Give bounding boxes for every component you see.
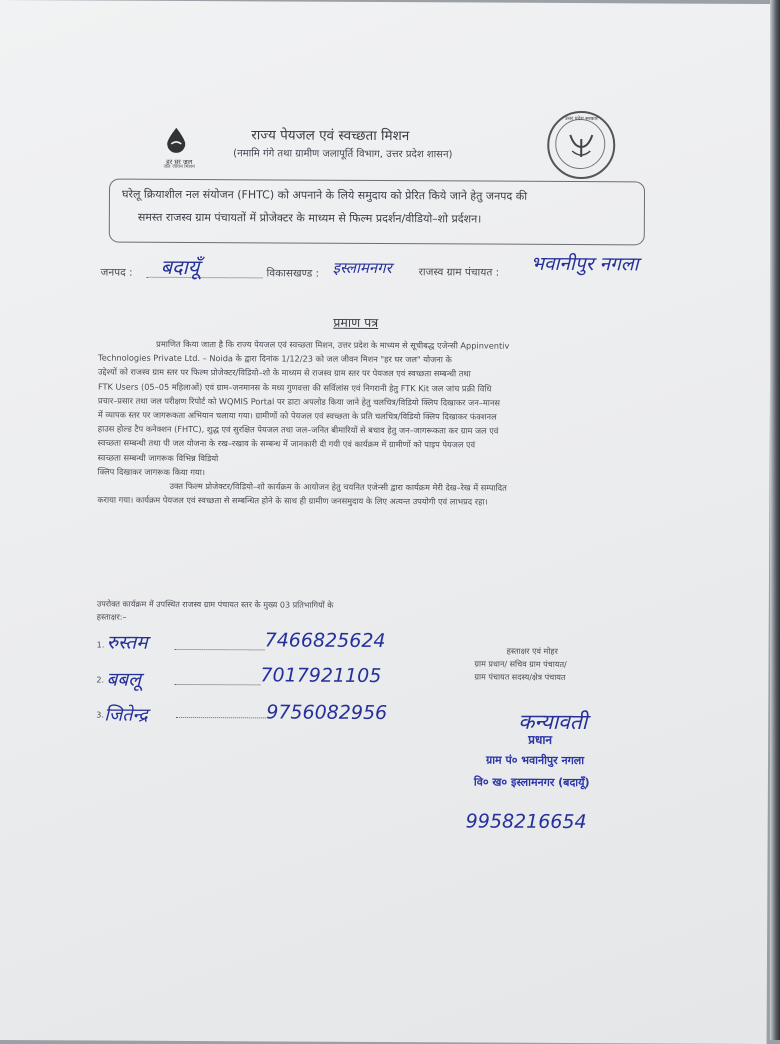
body-line: स्वच्छता सम्बन्धी तथा पी जल योजना के रख–रखाव के सम्बन्ध में जानकारी दी गयी एवं कार्यक्रम में ग्रामीणों को पाइप पेयजल एवं	[97, 437, 476, 450]
certificate-title: प्रमाण पत्र	[333, 314, 379, 330]
participant-number: 3.	[96, 710, 104, 720]
body-line: स्वच्छता सम्बन्धी जागरूक विभिन्न विडियो	[97, 452, 219, 463]
body-line: Technologies Private Ltd. – Noida के द्वारा दिनांक 1/12/23 को जल जीवन मिशन "हर घर जल" योजना के	[98, 352, 452, 365]
pradhan-signature: कन्यावती	[518, 709, 588, 735]
body-line: प्रमाणित किया जाता है कि राज्य पेयजल एवं स्वच्छता मिशन, उत्तर प्रदेश के माध्यम से सूचीबद्ध एजेन्सी Appinventiv	[156, 338, 510, 351]
stamp-line-3: वि० ख० इस्लामनगर (बदायूँ)	[473, 775, 590, 790]
participant-name: रुस्तम	[106, 631, 148, 654]
banner-line-2: समस्त राजस्व ग्राम पंचायतों में प्रोजेक्टर के माध्यम से फिल्म प्रदर्शन/वीडियो–शो प्रर्दशन।	[137, 210, 482, 226]
district-label: जनपद :	[100, 266, 133, 279]
har-ghar-jal-logo	[157, 127, 197, 173]
signatory-label-1: हस्ताक्षर एवं मोहर	[506, 646, 558, 656]
participants-intro-1: उपरोक्त कार्यक्रम में उपस्थित राजस्व ग्राम पंचायत स्तर के मुख्य 03 प्रतिभागियों के	[96, 599, 334, 610]
signatory-label-2: ग्राम प्रधान/ सचिव ग्राम पंचायत/	[474, 659, 567, 669]
logo-text-1: हर घर जल	[166, 157, 193, 167]
participant-phone: 7466825624	[264, 629, 386, 653]
participant-name: बबलू	[106, 668, 142, 691]
body-line: उक्त फिल्म प्रोजेक्टर/विडियो–शो कार्यक्रम के आयोजन हेतु चयनित एजेन्सी द्वारा कार्यक्रम मेरी देख–रेख में सम्पादित	[169, 480, 507, 493]
body-line: उद्देश्यों को राजस्व ग्राम स्तर पर फिल्म प्रोजेक्टर/विडियो–शो के माध्यम से राजस्व ग्राम स्तर पर पेयजल एवं स्वच्छता सम्बन्धी तथा	[98, 366, 471, 379]
block-value: इस्लामनगर	[332, 258, 392, 278]
body-line: कराया गया। कार्यक्रम पेयजल एवं स्वच्छता से सम्बन्धित होने के साथ ही ग्रामीण जनसमुदाय के लिए अत्यन्त उपयोगी एवं लाभप्रद रहा।	[97, 494, 488, 507]
stamp-line-2: ग्राम पं० भवानीपुर नगला	[485, 753, 585, 768]
water-drop-icon	[165, 127, 187, 153]
participants-intro-2: हस्ताक्षर:–	[96, 612, 127, 622]
body-line: क्लिप दिखाकर जागरूक किया गया।	[97, 466, 205, 477]
body-line: प्रचार–प्रसार तथा जल परीक्षण रिपोर्ट को WQMIS Portal पर डाटा अपलोड किया जाने हेतु चलचित्र/विडियो क्लिप दिखाकर जन–मानस	[97, 395, 500, 408]
pradhan-phone: 9958216654	[465, 810, 587, 834]
participant-phone: 9756082956	[266, 701, 388, 725]
panchayat-label: राजस्व ग्राम पंचायत :	[418, 266, 500, 279]
up-government-seal	[547, 111, 615, 179]
page-title: राज्य पेयजल एवं स्वच्छता मिशन	[251, 127, 410, 145]
signatory-label-3: ग्राम पंचायत सदस्य/क्षेत्र पंचायत	[474, 672, 566, 682]
participant-name: जितेन्द्र	[104, 704, 148, 726]
stamp-line-1: प्रधान	[528, 732, 553, 747]
panchayat-value: भवानीपुर नगला	[530, 252, 639, 276]
participant-phone: 7017921105	[260, 664, 382, 688]
page-edge-shadow	[770, 0, 780, 1040]
body-line: FTK Users (05–05 महिलाओं) एवं ग्राम–जनमानस के मध्य गुणवत्ता की सर्विलांस एवं निगरानी हेतु FTK Kit जल जांच प्रक्री विधि	[97, 381, 492, 394]
district-value: बदायूँ	[160, 254, 200, 280]
page-subtitle: (नमामि गंगे तथा ग्रामीण जलापूर्ति विभाग, उत्तर प्रदेश शासन)	[233, 148, 453, 161]
block-label: विकासखण्ड :	[266, 267, 320, 280]
logo-text-2: जल जीवन मिशन	[163, 163, 195, 171]
body-line: में व्यापक स्तर पर जागरूकता अभियान चलाया गया। ग्रामीणों को पेयजल एवं स्वच्छता के प्रति चलचित्र/विडियो क्लिप दिखाकर फंक्शनल	[97, 409, 497, 422]
participant-number: 2.	[96, 675, 105, 685]
certificate-body	[97, 337, 654, 510]
emblem-icon	[566, 133, 596, 159]
banner-box	[109, 179, 645, 246]
seal-text: उत्तर प्रदेश सरकार	[564, 115, 598, 123]
banner-line-1: घरेलू क्रियाशील नल संयोजन (FHTC) को अपनाने के लिये समुदाय को प्रेरित किये जाने हेतु जनपद की	[121, 187, 528, 203]
body-line: हाउस होल्ड टैप कनेक्शन (FHTC), शुद्ध एवं सुरक्षित पेयजल तथा जल–जनित बीमारियों से बचाव हेतु जन–जागरूकता कर ग्राम जल एवं	[97, 423, 499, 436]
participant-number: 1.	[96, 640, 105, 650]
